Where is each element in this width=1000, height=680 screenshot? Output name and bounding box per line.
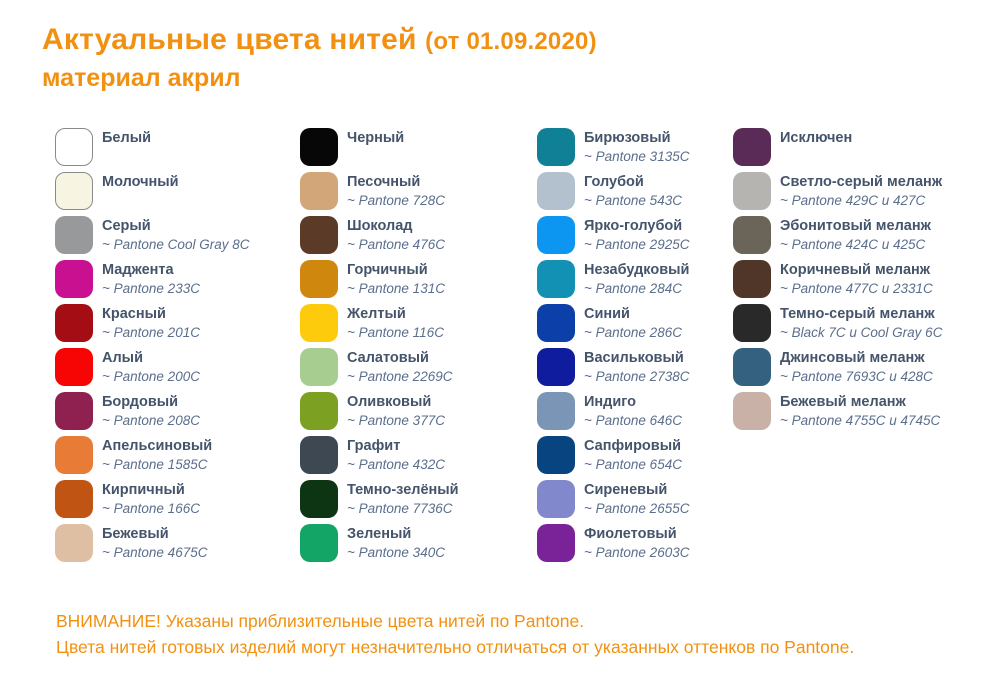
color-labels [584,172,682,210]
color-name: Кирпичный [102,482,185,498]
warning-line-2: Цвета нитей готовых изделий могут незначительно отличаться от указанных оттенков по Pantone. [56,637,855,657]
pantone-code: ~ Pantone 429C и 427C [780,193,926,208]
color-swatch [733,392,771,430]
color-labels [780,172,942,210]
color-swatch [55,348,93,386]
color-item [733,128,995,166]
color-item [537,128,733,166]
color-name: Маджента [102,262,174,278]
color-name: Горчичный [347,262,428,278]
color-labels [347,172,445,210]
color-swatch [300,260,338,298]
color-item [537,436,733,474]
color-labels [584,260,689,298]
color-item [55,392,300,430]
pantone-code: ~ Pantone 3135C [584,149,690,164]
color-labels [780,128,852,148]
color-name: Бирюзовый [584,130,671,146]
color-labels [347,304,444,342]
color-item [733,304,995,342]
color-labels [584,392,682,430]
color-labels [347,524,445,562]
color-labels [584,348,689,386]
color-labels [584,524,689,562]
pantone-code: ~ Pantone 654C [584,457,682,472]
pantone-code: ~ Pantone 728C [347,193,445,208]
color-item [55,436,300,474]
pantone-code: ~ Pantone 116C [347,325,444,340]
color-labels [102,348,200,386]
color-name: Светло-серый меланж [780,174,943,190]
color-name: Сапфировый [584,438,681,454]
color-swatch [300,128,338,166]
color-name: Алый [102,350,143,366]
color-swatch [733,304,771,342]
pantone-code: ~ Pantone 131C [347,281,445,296]
color-swatch [537,348,575,386]
color-labels [102,524,207,562]
color-item [300,436,537,474]
pantone-code: ~ Pantone 2925C [584,237,690,252]
color-item [733,260,995,298]
color-labels [584,304,682,342]
color-item [537,480,733,518]
color-item [300,216,537,254]
color-item [300,392,537,430]
color-swatch [55,304,93,342]
color-item [537,392,733,430]
color-item [55,304,300,342]
color-labels [584,480,689,518]
color-swatch [537,128,575,166]
color-name: Шоколад [347,218,413,234]
color-item [733,172,995,210]
color-labels [584,216,689,254]
color-item [55,216,300,254]
color-swatch [537,392,575,430]
color-labels [102,216,249,254]
color-name: Белый [102,130,151,146]
color-labels [102,436,212,474]
color-swatch [537,260,575,298]
color-name: Зеленый [347,526,412,542]
color-labels [347,260,445,298]
color-labels [347,348,452,386]
color-name: Серый [102,218,151,234]
color-name: Сиреневый [584,482,668,498]
color-name: Незабудковый [584,262,690,278]
color-item [537,216,733,254]
color-name: Молочный [102,174,179,190]
color-item [300,128,537,166]
color-name: Синий [584,306,630,322]
color-swatch [55,480,93,518]
color-name: Бежевый [102,526,169,542]
color-name: Бордовый [102,394,179,410]
color-column [300,128,537,568]
pantone-code: ~ Black 7C и Cool Gray 6C [780,325,943,340]
color-swatch [55,260,93,298]
pantone-code: ~ Pantone 284C [584,281,682,296]
pantone-code: ~ Pantone 200C [102,369,200,384]
color-name: Салатовый [347,350,429,366]
pantone-code: ~ Pantone 2603C [584,545,690,560]
color-labels [780,392,940,430]
pantone-code: ~ Pantone 4675C [102,545,208,560]
color-name: Песочный [347,174,421,190]
color-swatch [300,172,338,210]
pantone-code: ~ Pantone 7736C [347,501,453,516]
color-swatch [300,480,338,518]
pantone-code: ~ Pantone 7693C и 428C [780,369,933,384]
color-item [733,348,995,386]
color-column [733,128,995,436]
warning-line-1: ВНИМАНИЕ! Указаны приблизительные цвета нитей по Pantone. [56,611,585,631]
color-swatch [55,172,93,210]
color-name: Голубой [584,174,644,190]
color-labels [347,436,445,474]
color-name: Темно-зелёный [347,482,459,498]
color-swatch [537,480,575,518]
pantone-code: ~ Pantone 476C [347,237,445,252]
color-name: Джинсовый меланж [780,350,925,366]
pantone-code: ~ Pantone 477C и 2331C [780,281,933,296]
color-item [537,524,733,562]
color-swatch [537,524,575,562]
color-labels [347,128,404,148]
color-item [55,348,300,386]
color-item [55,260,300,298]
pantone-code: ~ Pantone 208C [102,413,200,428]
pantone-code: ~ Pantone 1585C [102,457,208,472]
pantone-code: ~ Pantone Cool Gray 8C [102,237,250,252]
pantone-code: ~ Pantone 201C [102,325,200,340]
pantone-code: ~ Pantone 166C [102,501,200,516]
color-name: Бежевый меланж [780,394,906,410]
color-labels [584,436,682,474]
pantone-code: ~ Pantone 432C [347,457,445,472]
color-labels [584,128,689,166]
pantone-code: ~ Pantone 4755C и 4745C [780,413,941,428]
color-swatch [300,348,338,386]
color-swatch [537,172,575,210]
color-swatch [300,392,338,430]
color-labels [102,260,200,298]
color-item [537,304,733,342]
color-swatch [733,260,771,298]
color-labels [102,172,179,192]
color-item [300,304,537,342]
color-item [733,392,995,430]
color-swatch [300,304,338,342]
pantone-code: ~ Pantone 377C [347,413,445,428]
color-labels [780,216,931,254]
color-name: Темно-серый меланж [780,306,935,322]
color-swatch [537,216,575,254]
page-title-main: Актуальные цвета нитей [42,23,417,56]
color-labels [347,216,445,254]
color-name: Фиолетовый [584,526,677,542]
pantone-code: ~ Pantone 2269C [347,369,453,384]
color-name: Апельсиновый [102,438,213,454]
color-name: Черный [347,130,405,146]
color-item [300,348,537,386]
color-swatch [300,436,338,474]
color-labels [102,128,151,148]
color-swatch [733,128,771,166]
color-swatch [55,436,93,474]
color-name: Желтый [347,306,406,322]
color-labels [102,304,200,342]
color-name: Оливковый [347,394,432,410]
header [42,22,597,93]
pantone-code: ~ Pantone 646C [584,413,682,428]
color-labels [102,392,200,430]
color-item [55,524,300,562]
pantone-code: ~ Pantone 340C [347,545,445,560]
color-name: Васильковый [584,350,684,366]
color-swatch [733,216,771,254]
color-swatch [537,304,575,342]
color-name: Эбонитовый меланж [780,218,931,234]
color-swatch [55,392,93,430]
color-column [537,128,733,568]
color-labels [347,392,445,430]
color-item [537,348,733,386]
color-swatch [55,524,93,562]
color-name: Коричневый меланж [780,262,931,278]
color-labels [780,348,933,386]
color-swatch [733,172,771,210]
color-item [300,480,537,518]
pantone-code: ~ Pantone 543C [584,193,682,208]
color-item [300,524,537,562]
color-labels [780,304,942,342]
color-item [733,216,995,254]
color-item [55,128,300,166]
color-swatch [537,436,575,474]
color-labels [780,260,933,298]
pantone-code: ~ Pantone 233C [102,281,200,296]
color-item [537,172,733,210]
color-swatch [55,128,93,166]
color-swatch [55,216,93,254]
color-swatch [300,524,338,562]
color-item [537,260,733,298]
color-item [55,172,300,210]
color-name: Красный [102,306,166,322]
page-title [42,22,597,60]
color-name: Графит [347,438,401,454]
page-subtitle: материал акрил [42,64,241,92]
color-swatch [300,216,338,254]
color-labels [102,480,200,518]
footer-warning [56,608,854,660]
color-column [55,128,300,568]
color-item [55,480,300,518]
color-item [300,172,537,210]
pantone-code: ~ Pantone 424C и 425C [780,237,926,252]
pantone-code: ~ Pantone 2655C [584,501,690,516]
color-swatch [733,348,771,386]
color-item [300,260,537,298]
color-name: Исключен [780,130,853,146]
color-name: Индиго [584,394,637,410]
color-name: Ярко-голубой [584,218,683,234]
color-labels [347,480,459,518]
pantone-code: ~ Pantone 2738C [584,369,690,384]
pantone-code: ~ Pantone 286C [584,325,682,340]
page-title-date: (от 01.09.2020) [425,28,597,55]
